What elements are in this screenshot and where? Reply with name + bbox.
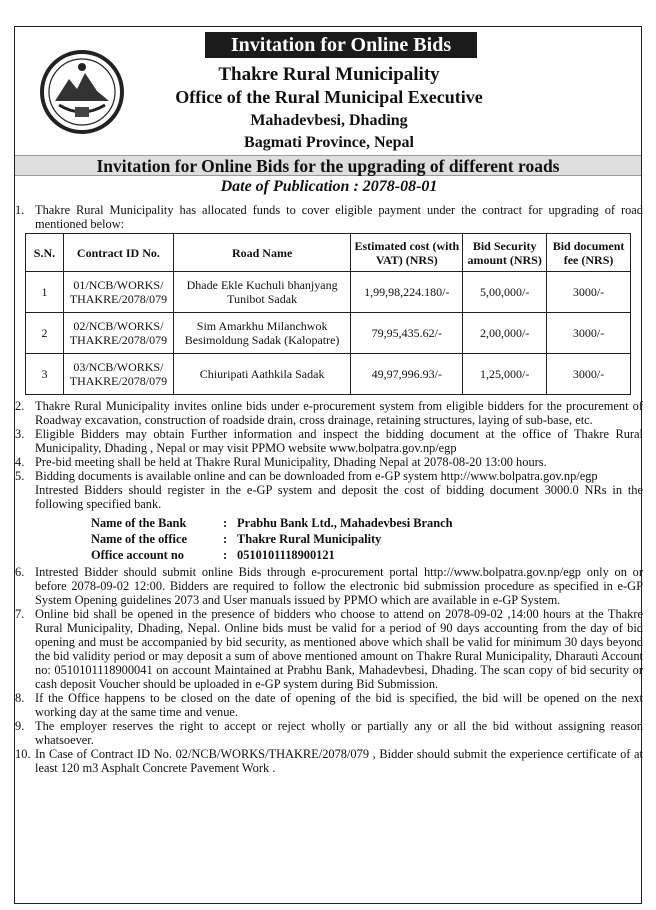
bank-value: Thakre Rural Municipality: [237, 532, 382, 546]
bank-label: Office account no: [91, 548, 184, 562]
col-header: S.N.: [26, 234, 64, 272]
cell-cost: 1,99,98,224.180/-: [351, 272, 463, 313]
item-number: 6.: [15, 565, 25, 579]
item-text: Thakre Rural Municipality has allocated funds to cover eligible payment under the contract for upgrading of road mentioned below:: [35, 203, 643, 231]
cell-cost: 49,97,996.93/-: [351, 354, 463, 395]
item-text: Pre-bid meeting shall be held at Thakre Rural Municipality, Dhading Nepal at 2078-08-20 13:00 hours.: [35, 455, 547, 469]
list-item: [15, 565, 643, 607]
bank-value: 0510101118900121: [237, 548, 335, 562]
cell-sn: 3: [26, 354, 64, 395]
item-text: Thakre Rural Municipality invites online bids under e-procurement system from eligible bidders for the procurement of Roadway excavation, construction of roadside drain, cross drainage, retaining structures, laying of sub-base, etc.: [35, 399, 643, 427]
bank-sep: :: [223, 516, 228, 530]
bank-label: Name of the Bank: [91, 516, 187, 530]
bank-row: [91, 531, 643, 547]
cell-fee: 3000/-: [547, 354, 631, 395]
item-text: Intrested Bidder should submit online Bids through e-procurement portal http://www.bolpatra.gov.np/egp only on or before 2078-09-02 12:00. Bidders are required to follow the electronic bid submission procedure as specified in e-GP System Opening guidelines 2073 and User manuals issued by PPMO which are available in e-GP System.: [35, 565, 643, 607]
cell-fee: 3000/-: [547, 313, 631, 354]
cell-contract: 02/NCB/WORKS/ THAKRE/2078/079: [63, 313, 173, 354]
item-number: 7.: [15, 607, 25, 621]
bank-value: Prabhu Bank Ltd., Mahadevbesi Branch: [237, 516, 453, 530]
bank-label: Name of the office: [91, 532, 187, 546]
item-text: The employer reserves the right to accept or reject wholly or partially any or all the bid without assigning reason whatsoever.: [35, 719, 643, 747]
location: Mahadevbesi, Dhading: [250, 112, 408, 129]
table-row: [26, 272, 631, 313]
col-header: Contract ID No.: [63, 234, 173, 272]
col-header: Bid document fee (NRS): [547, 234, 631, 272]
list-item: [15, 691, 643, 719]
list-item: [15, 455, 643, 469]
item-text: Bidding documents is available online and can be downloaded from e-GP system http://www.bolpatra.gov.np/egp: [35, 469, 598, 483]
item-number: 8.: [15, 691, 25, 705]
bank-details: [91, 515, 643, 563]
col-header: Bid Security amount (NRS): [463, 234, 547, 272]
item-number: 1.: [15, 203, 25, 217]
list-item: [15, 747, 643, 775]
cell-sn: 1: [26, 272, 64, 313]
item-text-extra: Intrested Bidders should register in the e-GP system and deposit the cost of bidding document 3000.0 NRs in the following specified bank.: [35, 483, 643, 511]
col-header: Estimated cost (with VAT) (NRS): [351, 234, 463, 272]
list-item: [15, 203, 643, 231]
cell-road: Dhade Ekle Kuchuli bhanjyang Tunibot Sadak: [173, 272, 350, 313]
list-item: [15, 399, 643, 427]
bank-row: [91, 547, 643, 563]
org-name: Thakre Rural Municipality: [218, 64, 440, 85]
notice-title: Invitation for Online Bids for the upgrading of different roads: [15, 155, 641, 176]
contracts-table: [25, 233, 631, 395]
item-number: 9.: [15, 719, 25, 733]
item-number: 5.: [15, 469, 25, 483]
table-row: [26, 313, 631, 354]
table-header-row: [26, 234, 631, 272]
cell-contract: 01/NCB/WORKS/ THAKRE/2078/079: [63, 272, 173, 313]
item-text: Online bid shall be opened in the presence of bidders who choose to attend on 2078-09-02 ,14:00 hours at the Thakre Rural Municipality, Dhading, Nepal. Online bids must be valid for a period of 90 days accounting from the day of bid opening and must be accompanied by bid security, as mentioned above which shall be valid for minimum 30 days beyond the bid validity period or may deposit a sum of above mentioned amount on Thakre Rural Municipality, Dharauti Account no: 0510101118900041 on account Maintained at Prabhu Bank, Mahadevbesi, Dhading. The scan copy of bid security or cash deposit Voucher should be uploaded in e-GP system during Bid Submission.: [35, 607, 643, 691]
list-item: [15, 469, 643, 511]
office-name: Office of the Rural Municipal Executive: [175, 87, 483, 107]
cell-road: Chiuripati Aathkila Sadak: [173, 354, 350, 395]
bank-row: [91, 515, 643, 531]
item-number: 3.: [15, 427, 25, 441]
table-row: [26, 354, 631, 395]
cell-contract: 03/NCB/WORKS/ THAKRE/2078/079: [63, 354, 173, 395]
item-text: If the Office happens to be closed on the date of opening of the bid is specified, the bid will be opened on the next working day at the same time and venue.: [35, 691, 643, 719]
cell-fee: 3000/-: [547, 272, 631, 313]
province: Bagmati Province, Nepal: [244, 134, 414, 151]
col-header: Road Name: [173, 234, 350, 272]
item-text: Eligible Bidders may obtain Further information and inspect the bidding document at the office of Thakre Rural Municipality, Dhading , Nepal or may visit PPMO website www.bolpatra.gov.np/egp: [35, 427, 643, 455]
list-item: [15, 427, 643, 455]
item-text: In Case of Contract ID No. 02/NCB/WORKS/THAKRE/2078/079 , Bidder should submit the experience certificate of at least 120 m3 Asphalt Concrete Pavement Work .: [35, 747, 643, 775]
cell-sn: 2: [26, 313, 64, 354]
bank-sep: :: [223, 548, 228, 562]
cell-cost: 79,95,435.62/-: [351, 313, 463, 354]
item-number: 2.: [15, 399, 25, 413]
cell-security: 2,00,000/-: [463, 313, 547, 354]
list-item: [15, 719, 643, 747]
item-number: 4.: [15, 455, 25, 469]
cell-security: 1,25,000/-: [463, 354, 547, 395]
list-item: [15, 607, 643, 691]
cell-road: Sim Amarkhu Milanchwok Besimoldung Sadak (Kalopatre): [173, 313, 350, 354]
notice-body: [15, 203, 643, 775]
cell-security: 5,00,000/-: [463, 272, 547, 313]
banner-title: Invitation for Online Bids: [205, 32, 477, 58]
publication-date: Date of Publication : 2078-08-01: [220, 178, 438, 195]
bank-sep: :: [223, 532, 228, 546]
item-number: 10.: [15, 747, 31, 761]
notice-page: [14, 26, 642, 904]
